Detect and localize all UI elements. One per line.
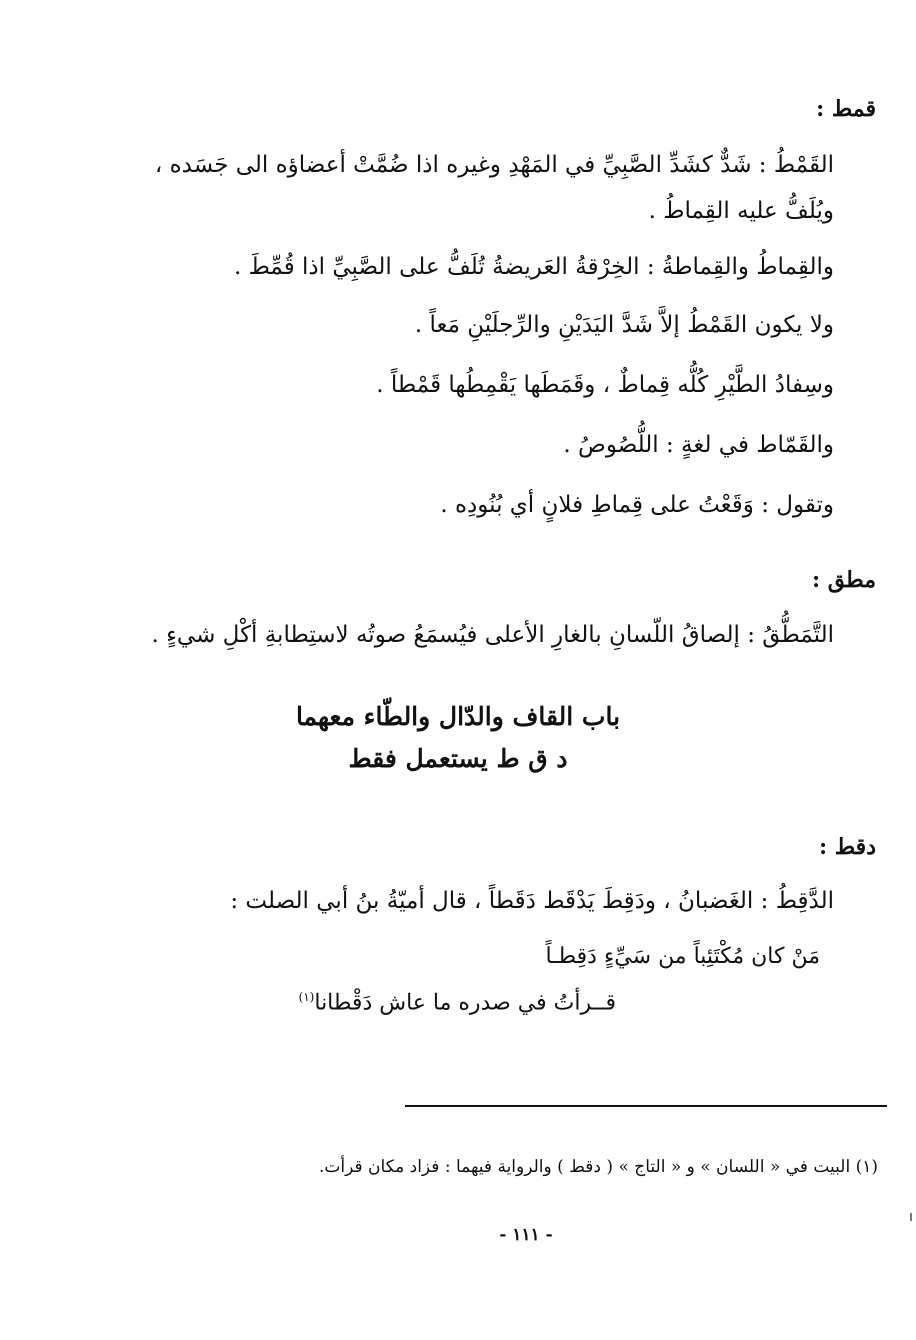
daqt-line-1: الدَّقِطُ : الغَضبانُ ، ودَقِطَ يَدْقَط دَقَطاً ، قال أميّةُ بنُ أبي الصلت :	[230, 888, 834, 914]
qamt-line-4: ولا يكون القَمْطُ إلاَّ شَدَّ اليَدَيْنِ والرِّجلَيْنِ مَعاً .	[414, 312, 834, 338]
qamt-line-2: ويُلَفُّ عليه القِماطُ .	[648, 198, 834, 224]
verse-second-hemistich-text: قــرأتُ في صدره ما عاش دَقْطانا	[314, 990, 616, 1016]
qamt-line-6: والقَمّاط في لغةٍ : اللُّصُوصُ .	[563, 432, 834, 458]
qamt-line-3: والقِماطُ والقِماطةُ : الخِرْقةُ العَريضةُ تُلَفُّ على الصَّبِيِّ اذا قُمِّطَ .	[233, 254, 834, 280]
matq-line-1: التَّمَطُّقُ : إلصاقُ اللّسانِ بالغارِ الأعلى فيُسمَعُ صوتُه لاستِطابةِ أكْلِ شيءٍ .	[151, 622, 834, 648]
entry-heading-matq: مطق :	[812, 567, 876, 593]
scan-edge-mark	[910, 1213, 912, 1221]
chapter-subtitle: د ق ط يستعمل فقط	[348, 744, 568, 773]
chapter-title: باب القاف والدّال والطّاء معهما	[295, 702, 621, 731]
entry-heading-qamt: قمط :	[816, 96, 876, 122]
qamt-line-7: وتقول : وَقَعْتُ على قِماطِ فلانٍ أي بُنُودِه .	[440, 492, 834, 518]
verse-first-hemistich: مَنْ كان مُكْتَئِباً من سَيِّءٍ دَقِطـاً	[545, 944, 820, 969]
qamt-line-1: القَمْطُ : شَدٌّ كشَدِّ الصَّبِيِّ في المَهْدِ وغيره اذا ضُمَّتْ أعضاؤه الى جَسَده ،	[154, 152, 834, 178]
footnote-text: (١) البيت في « اللسان » و « التاج » ( دقط ) والرواية فيهما : فزاد مكان قرأت.	[319, 1157, 878, 1177]
page-number: - ١١١ -	[499, 1225, 553, 1245]
entry-heading-daqt: دقط :	[819, 834, 876, 860]
footnote-divider	[405, 1105, 887, 1107]
footnote-marker: (١)	[298, 990, 315, 1004]
qamt-line-5: وسِفادُ الطَّيْرِ كُلُّه قِماطٌ ، وقَمَطَها يَقْمِطُها قَمْطاً .	[376, 372, 834, 398]
verse-second-hemistich	[299, 980, 616, 1020]
